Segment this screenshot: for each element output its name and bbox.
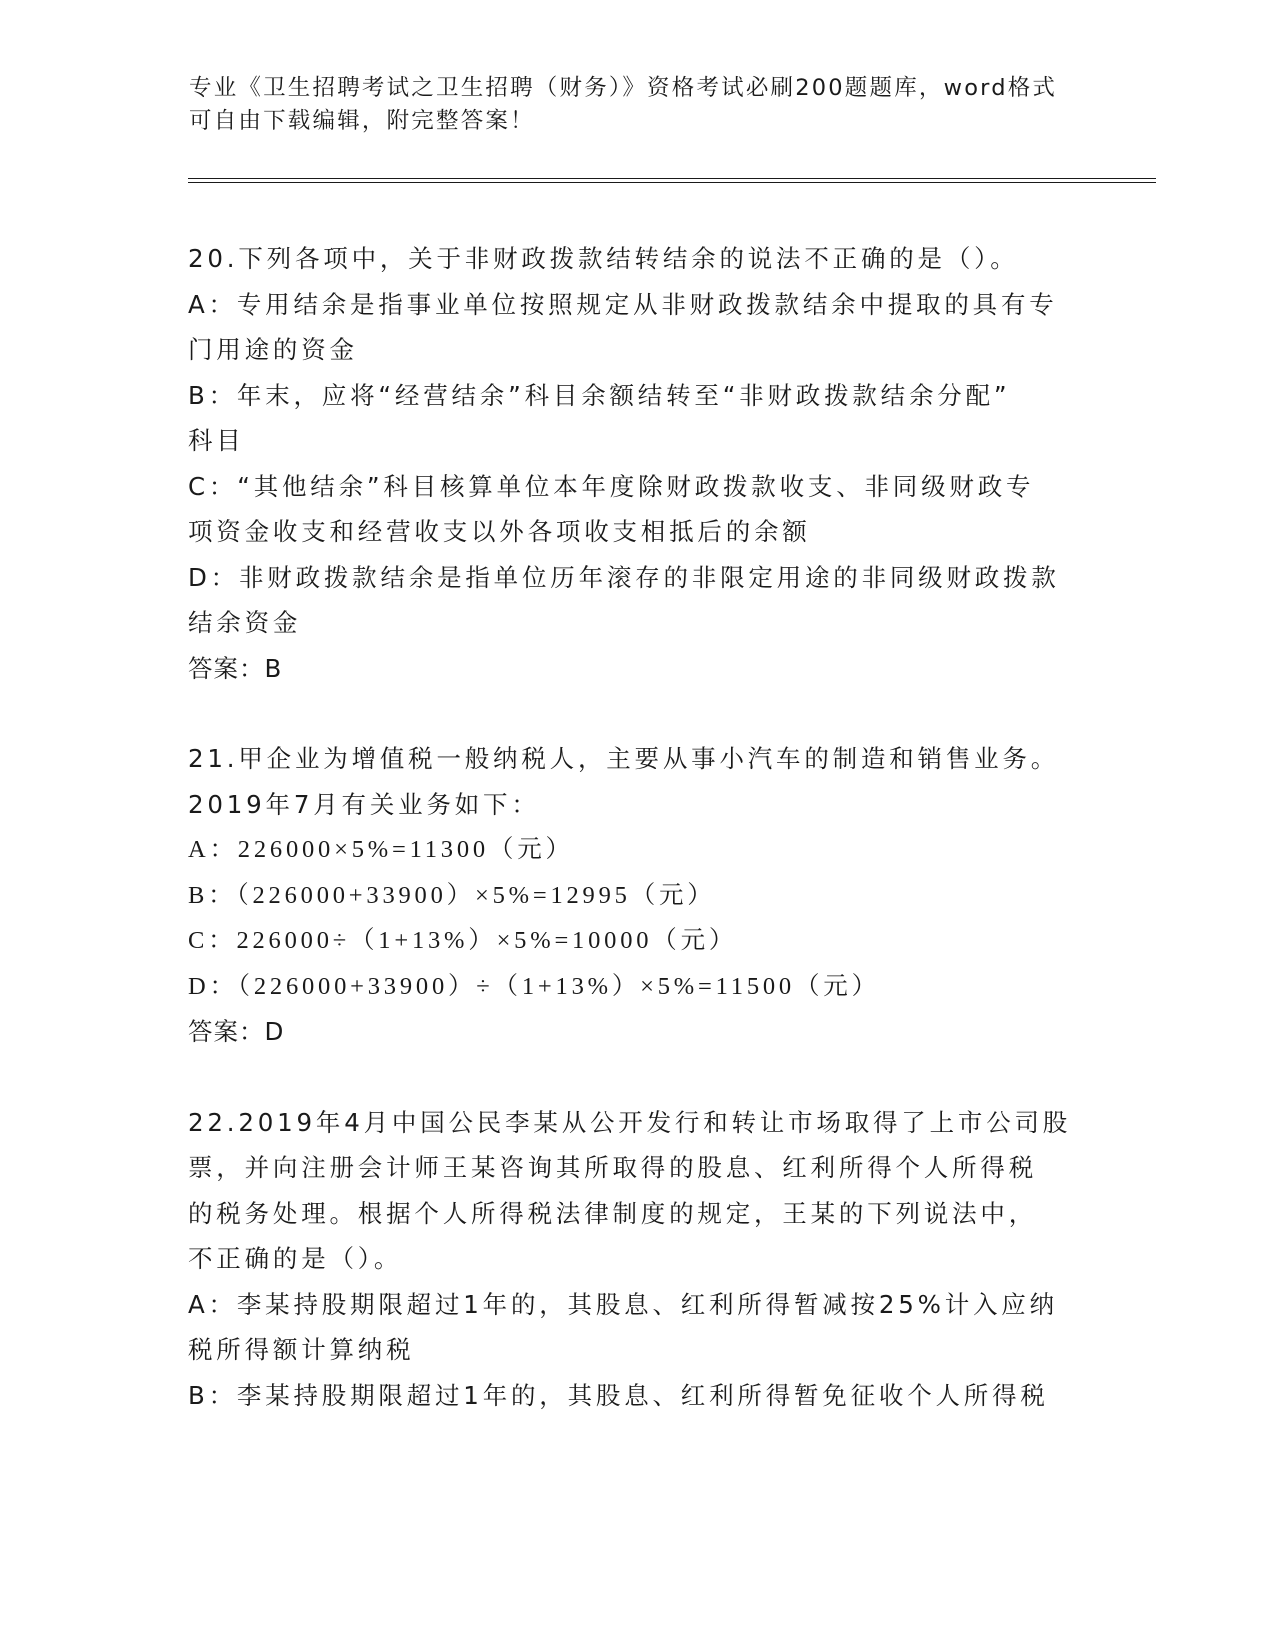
option-a: A：226000×5%=11300（元） [188,836,574,863]
question-text-cont: 2019年7月有关业务如下： [188,789,540,819]
option-c: C：“其他结余”科目核算单位本年度除财政拨款收支、非同级财政专 [188,471,1035,501]
option-a: A：专用结余是指事业单位按照规定从非财政拨款结余中提取的具有专 [188,289,1058,319]
header-line-2: 可自由下载编辑，附完整答案！ [189,108,535,134]
header-divider-top [188,178,1156,179]
question-22 [188,1100,1088,1419]
option-a: A：李某持股期限超过1年的，其股息、红利所得暂减按25%计入应纳 [188,1289,1058,1319]
question-text: 20.下列各项中，关于非财政拨款结转结余的说法不正确的是（）。 [188,244,1019,273]
option-d: D：非财政拨款结余是指单位历年滚存的非限定用途的非同级财政拨款 [188,562,1060,592]
question-text: 21.甲企业为增值税一般纳税人，主要从事小汽车的制造和销售业务。 [188,744,1060,773]
question-text-cont: 的税务处理。根据个人所得税法律制度的规定，王某的下列说法中， [188,1198,1037,1228]
option-b: B：（226000+33900）×5%=12995（元） [188,881,716,909]
question-list [188,236,1088,1463]
option-c-cont: 项资金收支和经营收支以外各项收支相抵后的余额 [188,517,811,546]
option-b-cont: 科目 [188,426,245,455]
answer: 答案：B [188,653,283,683]
question-21 [188,736,1088,1055]
option-b: B：年末，应将“经营结余”科目余额结转至“非财政拨款结余分配” [188,380,1011,410]
option-c: C：226000÷（1+13%）×5%=10000（元） [188,927,738,954]
header-line-1: 专业《卫生招聘考试之卫生招聘（财务）》资格考试必刷200题题库，word格式 [189,75,1058,101]
header-divider-bottom [188,182,1156,183]
document-header [189,72,1069,138]
option-d-cont: 结余资金 [188,608,302,637]
option-a-cont: 门用途的资金 [188,335,358,364]
answer: 答案：D [188,1017,285,1046]
question-20 [188,236,1088,691]
question-text: 22.2019年4月中国公民李某从公开发行和转让市场取得了上市公司股 [188,1107,1072,1137]
option-b: B：李某持股期限超过1年的，其股息、红利所得暂免征收个人所得税 [188,1380,1049,1410]
question-text-cont: 票，并向注册会计师王某咨询其所取得的股息、红利所得个人所得税 [188,1153,1037,1182]
option-d: D：（226000+33900）÷（1+13%）×5%=11500（元） [188,972,880,1000]
question-text-cont: 不正确的是（）。 [188,1244,403,1273]
option-a-cont: 税所得额计算纳税 [188,1335,415,1364]
